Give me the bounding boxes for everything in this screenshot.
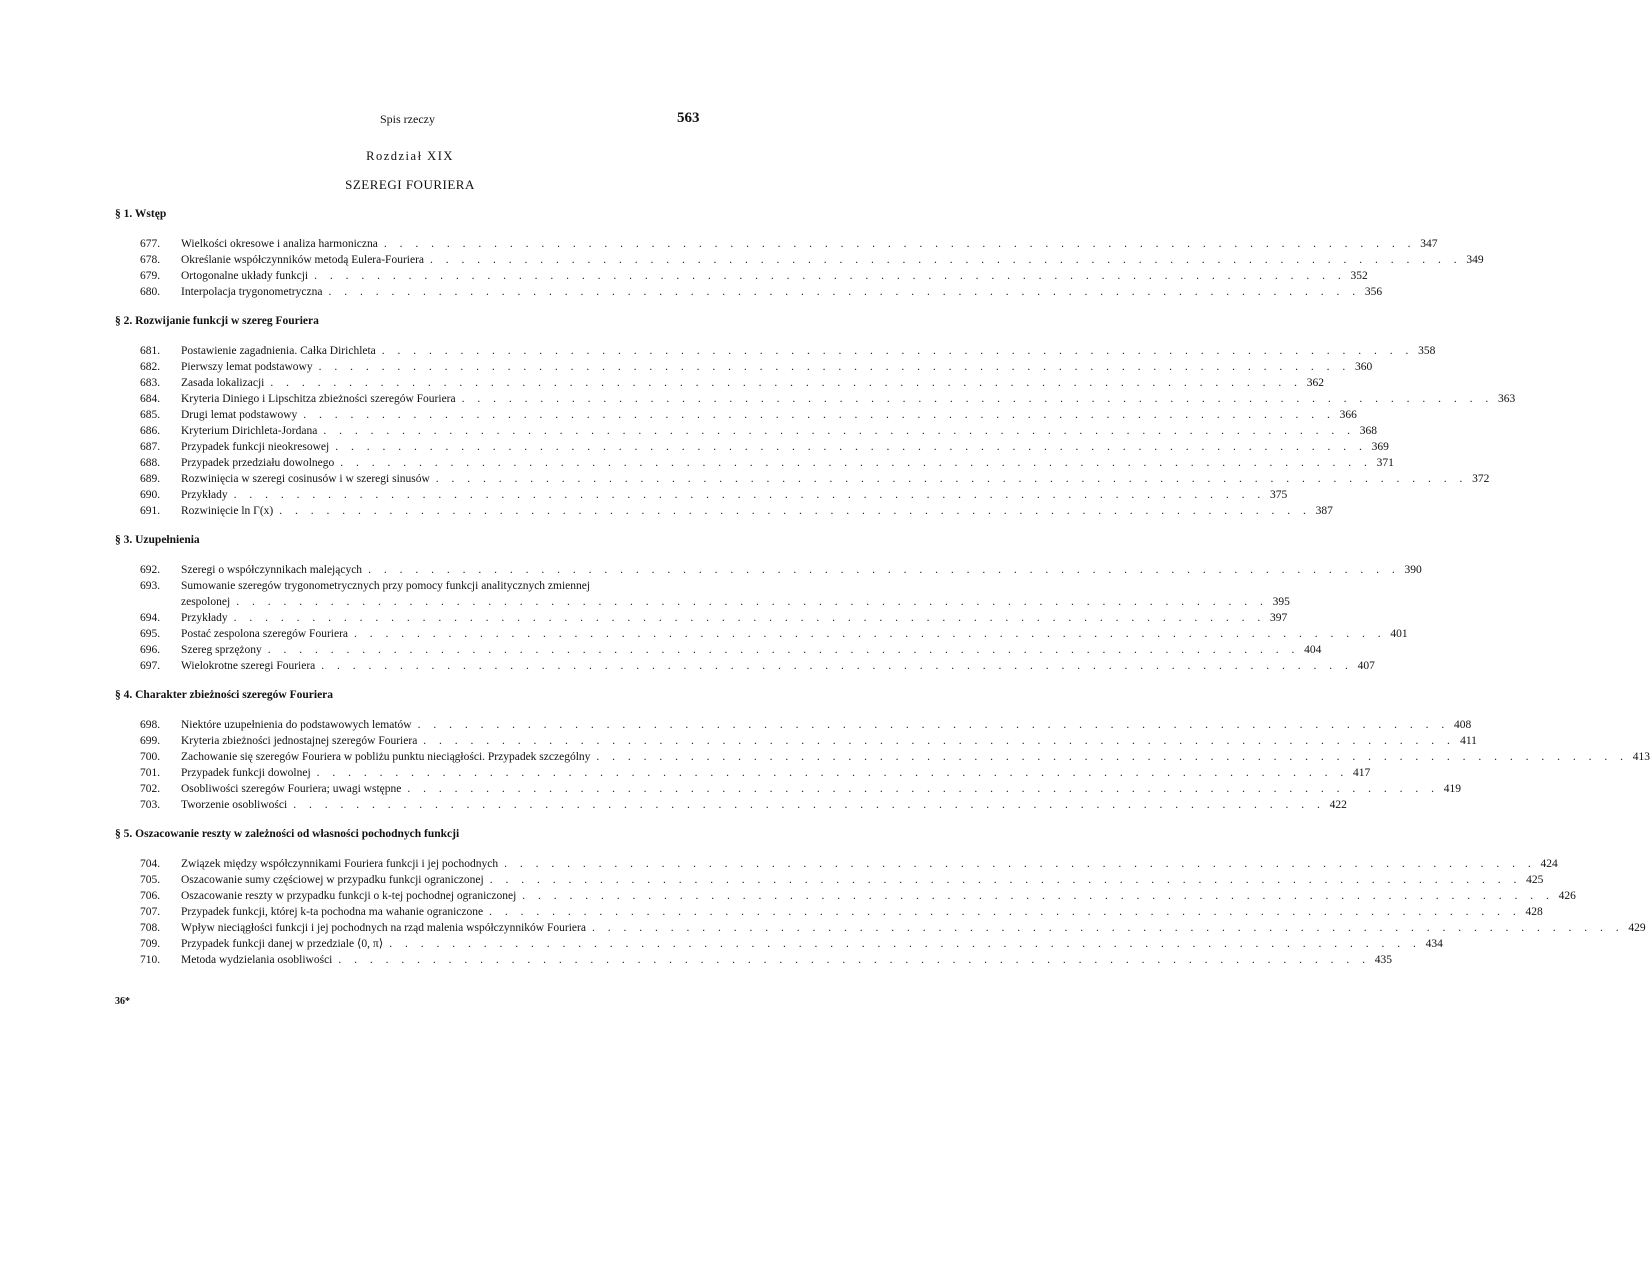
toc-entry[interactable] bbox=[115, 471, 1490, 487]
entry-title: Oszacowanie sumy częściowej w przypadku funkcji ograniczonej bbox=[181, 874, 484, 886]
entry-number: 687. bbox=[140, 441, 161, 453]
entry-title: Wielokrotne szeregi Fouriera bbox=[181, 660, 316, 672]
toc-entry[interactable] bbox=[115, 904, 1543, 920]
toc-entry[interactable] bbox=[115, 594, 1290, 610]
entry-title: Postawienie zagadnienia. Całka Dirichleta bbox=[181, 345, 376, 357]
entry-title: Pierwszy lemat podstawowy bbox=[181, 361, 313, 373]
toc-entry[interactable] bbox=[115, 920, 1646, 936]
entry-title: Tworzenie osobliwości bbox=[181, 799, 288, 811]
leader-dots bbox=[264, 375, 1302, 391]
entry-page-number: 362 bbox=[1306, 377, 1324, 389]
entry-number: 702. bbox=[140, 783, 161, 795]
entry-title: Przypadek funkcji dowolnej bbox=[181, 767, 311, 779]
leader-dots bbox=[456, 391, 1494, 407]
leader-dots bbox=[262, 642, 1300, 658]
toc-entry[interactable] bbox=[115, 936, 1443, 952]
entry-number: 698. bbox=[140, 719, 161, 731]
toc-entry[interactable] bbox=[115, 423, 1377, 439]
entry-number: 692. bbox=[140, 564, 161, 576]
entry-title: Przypadek funkcji danej w przedziale ⟨0, π⟩ bbox=[181, 938, 384, 950]
leader-dots bbox=[383, 936, 1421, 952]
leader-dots bbox=[516, 888, 1554, 904]
entry-page-number: 401 bbox=[1390, 628, 1408, 640]
entry-number: 695. bbox=[140, 628, 161, 640]
toc-entry[interactable] bbox=[115, 455, 1394, 471]
entry-title: Interpolacja trygonometryczna bbox=[181, 286, 323, 298]
leader-dots bbox=[332, 952, 1370, 968]
toc-entry[interactable] bbox=[115, 503, 1333, 519]
toc-entry[interactable] bbox=[115, 284, 1383, 300]
entry-page-number: 435 bbox=[1374, 954, 1393, 966]
entry-page-number: 408 bbox=[1453, 719, 1472, 731]
entry-title: Przykłady bbox=[181, 612, 228, 624]
chapter-label: Rozdział XIX bbox=[366, 149, 454, 163]
entry-title: Przypadek przedziału dowolnego bbox=[181, 457, 335, 469]
entry-page-number: 360 bbox=[1354, 361, 1373, 373]
toc-entry[interactable] bbox=[115, 642, 1322, 658]
entry-page-number: 387 bbox=[1315, 505, 1333, 517]
leader-dots bbox=[228, 610, 1266, 626]
chapter-title: SZEREGI FOURIERA bbox=[345, 177, 475, 192]
toc-entry[interactable] bbox=[115, 797, 1347, 813]
entry-title: Niektóre uzupełnienia do podstawowych lematów bbox=[181, 719, 412, 731]
entry-page-number: 395 bbox=[1272, 596, 1290, 608]
leader-dots bbox=[483, 904, 1521, 920]
entry-title: Przypadek funkcji nieokresowej bbox=[181, 441, 330, 453]
entry-number: 694. bbox=[140, 612, 161, 624]
running-head-title: Spis rzeczy bbox=[380, 112, 435, 126]
entry-number: 710. bbox=[140, 954, 161, 966]
leader-dots bbox=[313, 359, 1351, 375]
toc-entry[interactable] bbox=[115, 872, 1544, 888]
entry-number: 704. bbox=[140, 858, 161, 870]
entry-number: 677. bbox=[140, 238, 161, 250]
entry-page-number: 397 bbox=[1270, 612, 1288, 624]
leader-dots bbox=[287, 797, 1325, 813]
section-heading: § 2. Rozwijanie funkcji w szereg Fouriera bbox=[115, 315, 319, 327]
toc-entry[interactable] bbox=[115, 717, 1472, 733]
entry-number: 679. bbox=[140, 270, 161, 282]
entry-number: 706. bbox=[140, 890, 161, 902]
entry-number: 686. bbox=[140, 425, 161, 437]
entry-page-number: 413 bbox=[1632, 751, 1650, 763]
section-heading: § 3. Uzupełnienia bbox=[115, 534, 200, 546]
entry-number: 688. bbox=[140, 457, 161, 469]
leader-dots bbox=[315, 658, 1353, 674]
entry-number: 682. bbox=[140, 361, 161, 373]
entry-page-number: 390 bbox=[1404, 564, 1422, 576]
entry-page-number: 429 bbox=[1628, 922, 1646, 934]
entry-number: 691. bbox=[140, 505, 161, 517]
section-heading: § 4. Charakter zbieżności szeregów Fouriera bbox=[115, 689, 334, 701]
entry-title: Kryterium Dirichleta-Jordana bbox=[181, 425, 318, 437]
leader-dots bbox=[348, 626, 1386, 642]
leader-dots bbox=[329, 439, 1367, 455]
entry-title: Postać zespolona szeregów Fouriera bbox=[181, 628, 349, 640]
leader-dots bbox=[334, 455, 1372, 471]
entry-number: 690. bbox=[140, 489, 161, 501]
leader-dots bbox=[378, 236, 1416, 252]
entry-number: 683. bbox=[140, 377, 161, 389]
entry-number: 689. bbox=[140, 473, 161, 485]
entry-title: Sumowanie szeregów trygonometrycznych przy pomocy funkcji analitycznych zmiennej bbox=[181, 580, 591, 592]
entry-title: Ortogonalne układy funkcji bbox=[181, 270, 309, 282]
entry-page-number: 363 bbox=[1498, 393, 1516, 405]
entry-page-number: 424 bbox=[1540, 858, 1558, 870]
entry-number: 701. bbox=[140, 767, 161, 779]
leader-dots bbox=[317, 423, 1355, 439]
leader-dots bbox=[376, 343, 1414, 359]
leader-dots bbox=[590, 578, 678, 594]
entry-number: 678. bbox=[140, 254, 161, 266]
entry-number: 705. bbox=[140, 874, 161, 886]
entry-title: Kryteria zbieżności jednostajnej szeregów Fouriera bbox=[181, 735, 418, 747]
entry-page-number: 425 bbox=[1526, 874, 1544, 886]
entry-title: Zachowanie się szeregów Fouriera w pobliżu punktu nieciągłości. Przypadek szczególny bbox=[181, 751, 591, 763]
entry-number: 696. bbox=[140, 644, 161, 656]
entry-number: 700. bbox=[140, 751, 161, 763]
entry-number: 685. bbox=[140, 409, 161, 421]
entry-page-number: 358 bbox=[1418, 345, 1436, 357]
leader-dots bbox=[430, 471, 1468, 487]
entry-title: Drugi lemat podstawowy bbox=[181, 409, 298, 421]
entry-number: 709. bbox=[140, 938, 161, 950]
leader-dots bbox=[417, 733, 1455, 749]
entry-title: Osobliwości szeregów Fouriera; uwagi wstępne bbox=[181, 783, 402, 795]
entry-title: Wielkości okresowe i analiza harmoniczna bbox=[181, 238, 378, 250]
toc-entry[interactable] bbox=[115, 856, 1558, 872]
entry-title: Wpływ nieciągłości funkcji i jej pochodnych na rząd malenia współczynników Fouriera bbox=[181, 922, 586, 934]
entry-page-number: 347 bbox=[1420, 238, 1438, 250]
entry-page-number: 372 bbox=[1472, 473, 1490, 485]
entry-title: Metoda wydzielania osobliwości bbox=[181, 954, 333, 966]
entry-page-number: 368 bbox=[1359, 425, 1377, 437]
toc-entry[interactable] bbox=[115, 268, 1368, 284]
entry-number: 693. bbox=[140, 580, 161, 592]
toc-entry[interactable] bbox=[115, 578, 700, 594]
entry-title: zespolonej bbox=[181, 596, 231, 608]
toc-entry[interactable] bbox=[115, 391, 1516, 407]
leader-dots bbox=[424, 252, 1462, 268]
toc-entry[interactable] bbox=[115, 487, 1288, 503]
entry-page-number: 434 bbox=[1425, 938, 1443, 950]
entry-title: Kryteria Diniego i Lipschitza zbieżności szeregów Fouriera bbox=[181, 393, 456, 405]
entry-title: Przypadek funkcji, której k-ta pochodna ma wahanie ograniczone bbox=[181, 906, 484, 918]
page-number: 563 bbox=[677, 110, 700, 126]
entry-page-number: 369 bbox=[1371, 441, 1389, 453]
entry-page-number: 407 bbox=[1357, 660, 1375, 672]
toc-entry[interactable] bbox=[115, 610, 1288, 626]
entry-page-number: 417 bbox=[1353, 767, 1371, 779]
leader-dots bbox=[273, 503, 1311, 519]
toc-entry[interactable] bbox=[115, 658, 1375, 674]
entry-number: 708. bbox=[140, 922, 161, 934]
entry-page-number: 411 bbox=[1460, 735, 1477, 747]
entry-title: Określanie współczynników metodą Eulera-Fouriera bbox=[181, 254, 425, 266]
entry-number: 699. bbox=[140, 735, 161, 747]
entry-page-number: 428 bbox=[1525, 906, 1543, 918]
toc-entry[interactable] bbox=[115, 888, 1576, 904]
leader-dots bbox=[484, 872, 1522, 888]
leader-dots bbox=[401, 781, 1439, 797]
toc-entry[interactable] bbox=[115, 749, 1650, 765]
entry-number: 684. bbox=[140, 393, 161, 405]
leader-dots bbox=[311, 765, 1349, 781]
toc-entry[interactable] bbox=[115, 781, 1461, 797]
toc-entry[interactable] bbox=[115, 562, 1422, 578]
entry-title: Zasada lokalizacji bbox=[181, 377, 265, 389]
entry-page-number: 356 bbox=[1364, 286, 1383, 298]
leader-dots bbox=[586, 920, 1624, 936]
leader-dots bbox=[412, 717, 1450, 733]
toc-entry[interactable] bbox=[115, 359, 1373, 375]
toc-entry[interactable] bbox=[115, 343, 1436, 359]
entry-number: 707. bbox=[140, 906, 161, 918]
toc-entry[interactable] bbox=[115, 765, 1371, 781]
section-heading: § 5. Oszacowanie reszty w zależności od własności pochodnych funkcji bbox=[115, 828, 460, 840]
leader-dots bbox=[228, 487, 1266, 503]
entry-page-number: 352 bbox=[1350, 270, 1368, 282]
toc-entry[interactable] bbox=[115, 439, 1389, 455]
entry-title: Związek między współczynnikami Fouriera funkcji i jej pochodnych bbox=[181, 858, 499, 870]
entry-title: Rozwinięcie ln Γ(x) bbox=[181, 505, 274, 517]
entry-title: Oszacowanie reszty w przypadku funkcji o k-tej pochodnej ograniczonej bbox=[181, 890, 517, 902]
leader-dots bbox=[297, 407, 1335, 423]
leader-dots bbox=[498, 856, 1536, 872]
entry-number: 680. bbox=[140, 286, 161, 298]
entry-page-number: 349 bbox=[1466, 254, 1484, 266]
entry-page-number: 422 bbox=[1329, 799, 1347, 811]
leader-dots bbox=[590, 749, 1628, 765]
toc-entry[interactable] bbox=[115, 407, 1357, 423]
table-of-contents bbox=[115, 206, 1650, 968]
entry-page-number: 375 bbox=[1270, 489, 1288, 501]
entry-page-number: 404 bbox=[1304, 644, 1322, 656]
toc-entry[interactable] bbox=[115, 375, 1324, 391]
section-heading: § 1. Wstęp bbox=[115, 208, 167, 220]
leader-dots bbox=[308, 268, 1346, 284]
entry-title: Rozwinięcia w szeregi cosinusów i w szeregi sinusów bbox=[181, 473, 430, 485]
toc-entry[interactable] bbox=[115, 626, 1408, 642]
leader-dots bbox=[322, 284, 1360, 300]
entry-number: 703. bbox=[140, 799, 161, 811]
entry-page-number: 419 bbox=[1443, 783, 1461, 795]
entry-page-number: 426 bbox=[1558, 890, 1576, 902]
toc-entry[interactable] bbox=[115, 236, 1438, 252]
entry-title: Szeregi o współczynnikach malejących bbox=[181, 564, 363, 576]
leader-dots bbox=[230, 594, 1268, 610]
entry-page-number: 366 bbox=[1339, 409, 1357, 421]
entry-title: Szereg sprzężony bbox=[181, 644, 262, 656]
signature-mark: 36* bbox=[115, 996, 130, 1007]
leader-dots bbox=[362, 562, 1400, 578]
entry-title: Przykłady bbox=[181, 489, 228, 501]
entry-page-number: 371 bbox=[1376, 457, 1394, 469]
entry-number: 697. bbox=[140, 660, 161, 672]
toc-entry[interactable] bbox=[115, 952, 1393, 968]
toc-entry[interactable] bbox=[115, 252, 1484, 268]
entry-number: 681. bbox=[140, 345, 161, 357]
toc-entry[interactable] bbox=[115, 733, 1477, 749]
